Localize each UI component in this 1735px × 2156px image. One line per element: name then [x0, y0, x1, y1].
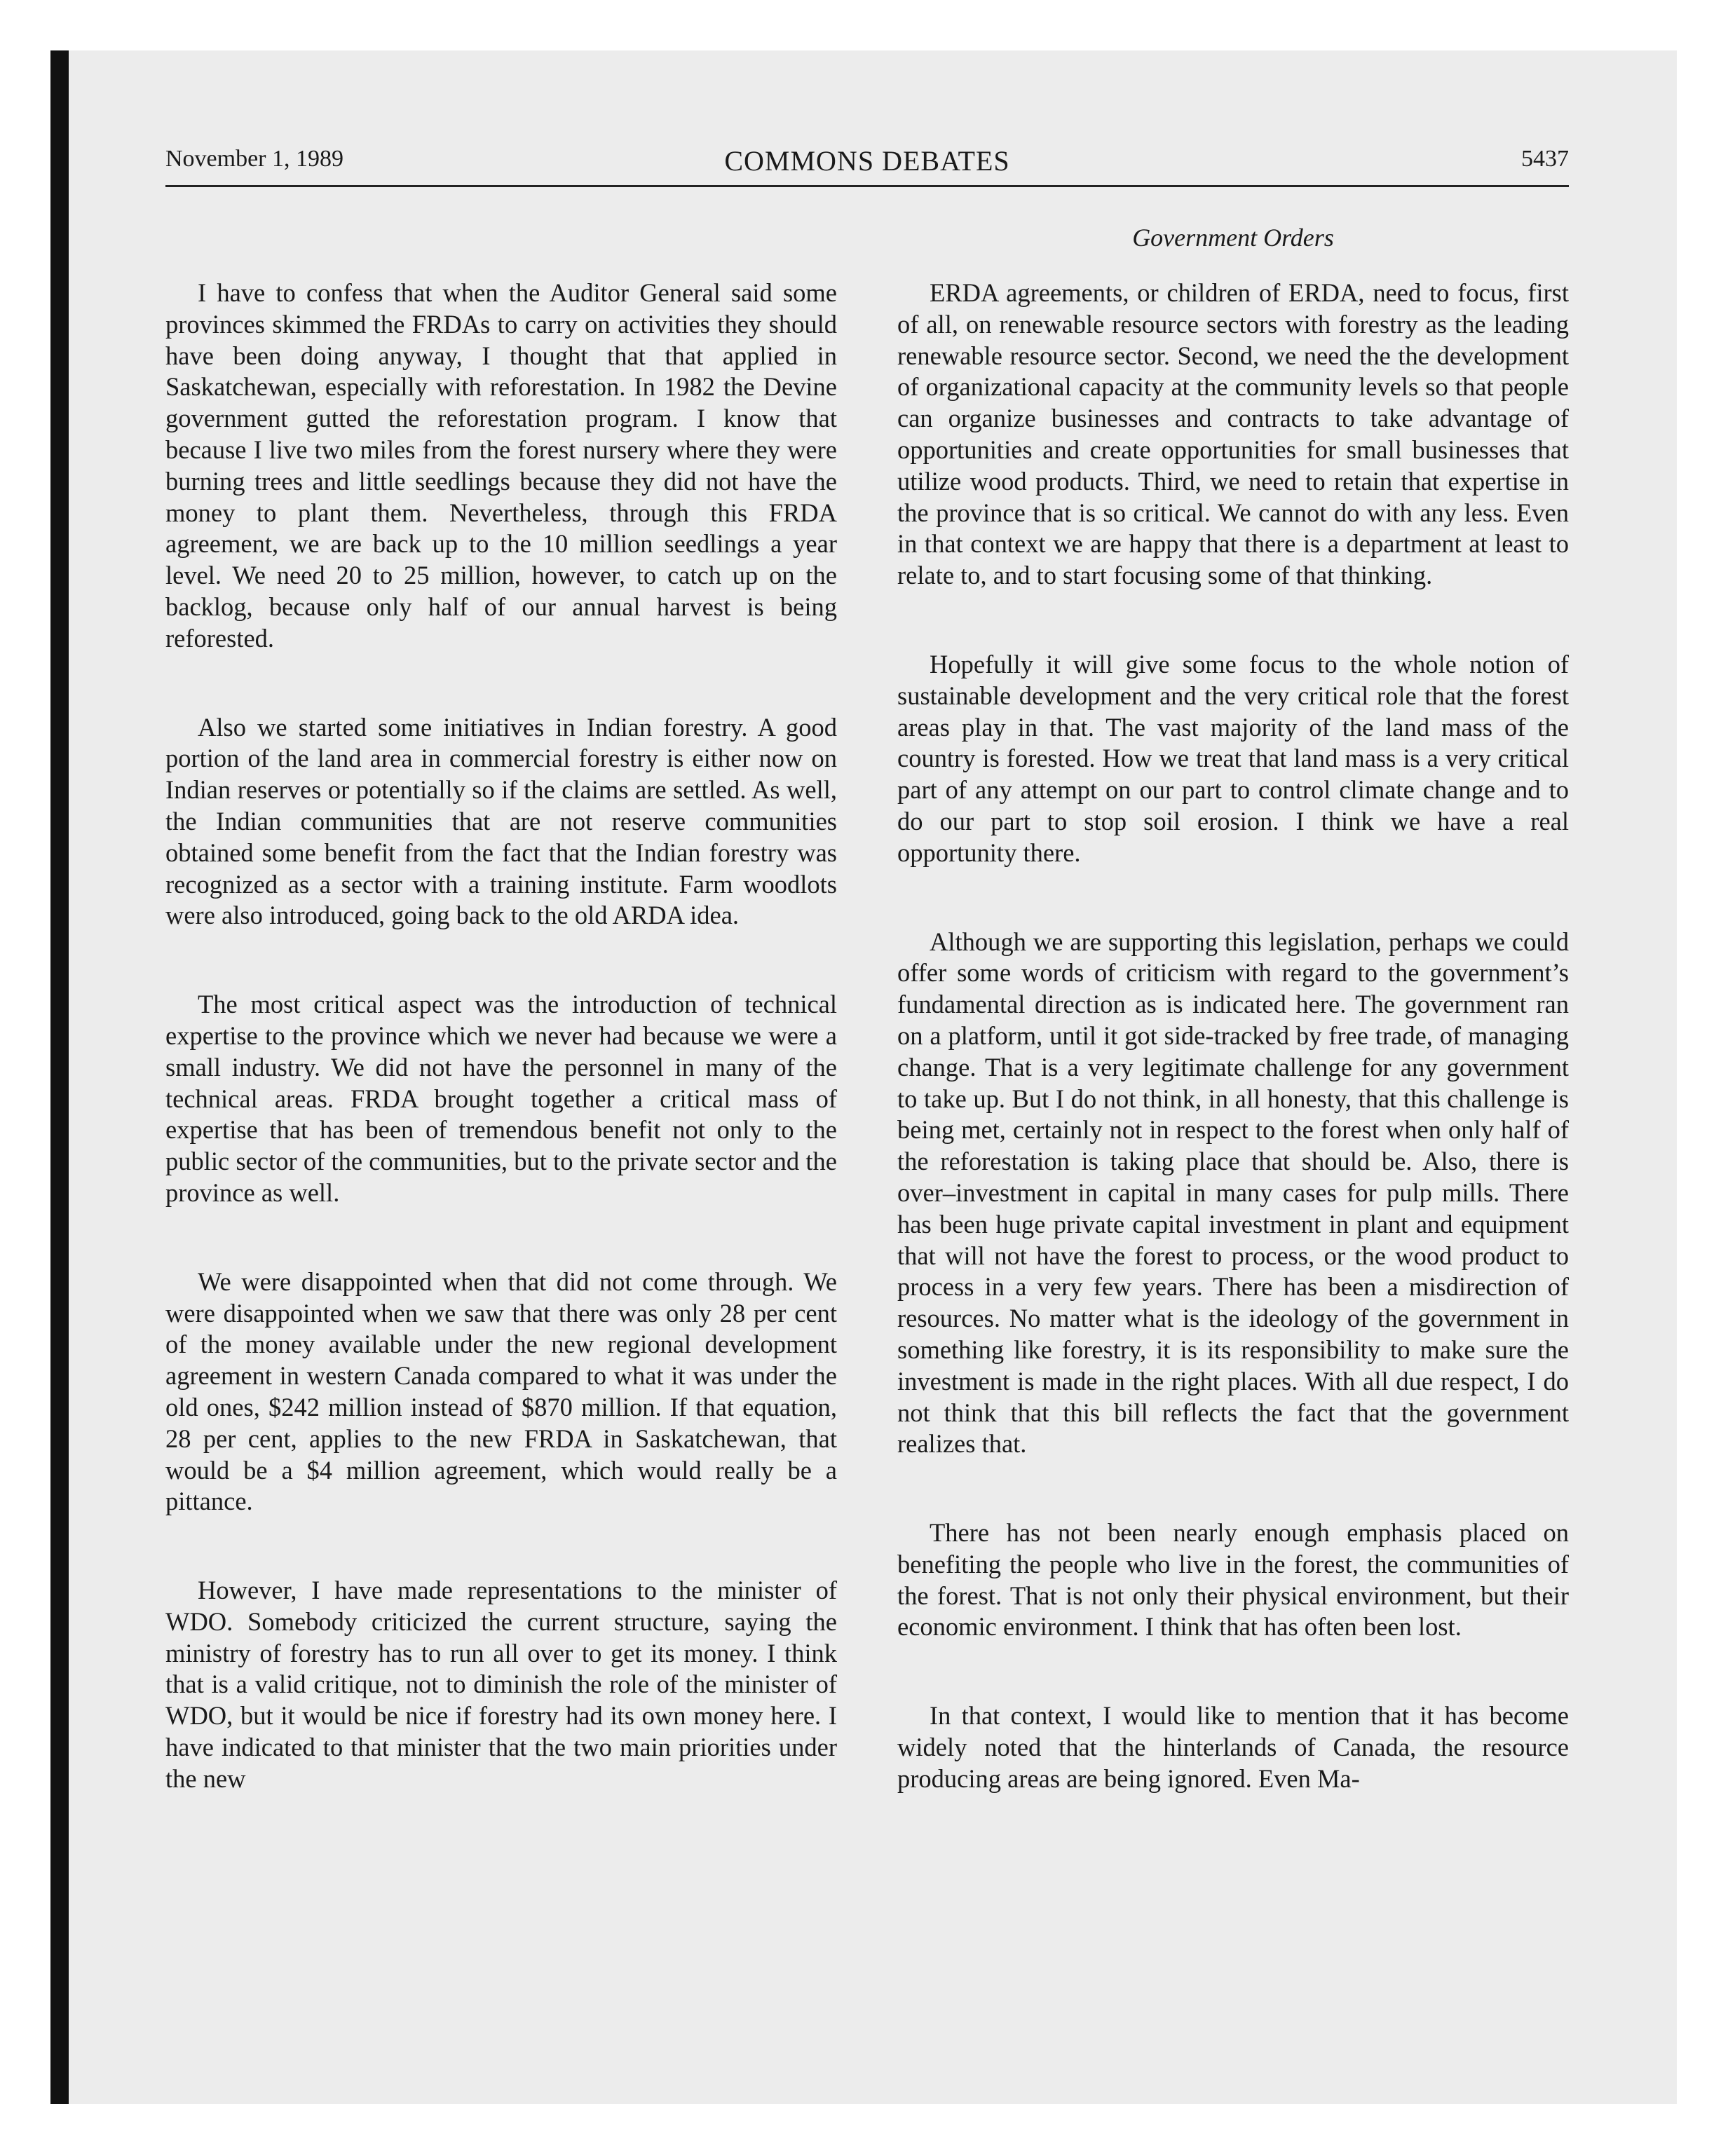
header-date: November 1, 1989	[165, 146, 344, 172]
paragraph: Hopefully it will give some focus to the whole notion of sustainable development and the very critical role that the forest areas play in that. The vast majority of the land mass of the country is forested. How we treat that land mass is a very critical part of any attempt on our part to control climate change and to do our part to stop soil erosion. I think we have a real opportunity there.	[897, 649, 1569, 867]
paragraph: Also we started some initiatives in Indian forestry. A good portion of the land area in commercial forestry is either now on Indian reserves or potentially so if the claims are settled. As well, the Indian communities that are not reserve communities obtained some benefit from the fact that the Indian forestry was recognized as a sector with a training institute. Farm woodlots were also introduced, going back to the old ARDA idea.	[165, 712, 837, 930]
paragraph: There has not been nearly enough emphasis placed on benefiting the people who live in the forest, the communities of the forest. That is not only their physical environment, but their economic environment. I think that has often been lost.	[897, 1518, 1569, 1642]
paragraph: However, I have made representations to the minister of WDO. Somebody criticized the current structure, saying the ministry of forestry has to run all over to get its money. I think that is a valid critique, not to diminish the role of the minister of WDO, but it would be nice if forestry had its own money here. I have indicated to that minister that the two main priorities under the new	[165, 1576, 837, 1793]
paragraph: The most critical aspect was the introduction of technical expertise to the province which we never had because we were a small industry. We did not have the personnel in many of the technical areas. FRDA brought together a critical mass of expertise that has been of tremendous benefit not only to the public sector of the communities, but to the private sector and the province as well.	[165, 990, 837, 1207]
scan-edge-shadow	[50, 50, 69, 2104]
section-heading: Government Orders	[1132, 224, 1334, 252]
left-column	[165, 278, 837, 1853]
header-rule	[165, 185, 1569, 187]
paragraph: We were disappointed when that did not come through. We were disappointed when we saw that there was only 28 per cent of the money available under the new regional development agreement in western Canada compared to what it was under the old ones, $242 million instead of $870 million. If that equation, 28 per cent, applies to the new FRDA in Saskatchewan, that would be a $4 million agreement, which would really be a pittance.	[165, 1267, 837, 1516]
paragraph: I have to confess that when the Auditor General said some provinces skimmed the FRDAs to carry on activities they should have been doing anyway, I thought that that applied in Saskatchewan, especially with reforestation. In 1982 the Devine government gutted the reforestation program. I know that because I live two miles from the forest nursery where they were burning trees and little seedlings because they did not have the money to plant them. Nevertheless, through this FRDA agreement, we are back up to the 10 million seedlings a year level. We need 20 to 25 million, however, to catch up on the backlog, because only half of our annual harvest is being reforested.	[165, 278, 837, 653]
header-journal-title: COMMONS DEBATES	[724, 145, 1010, 177]
running-header	[165, 140, 1569, 185]
paragraph: ERDA agreements, or children of ERDA, need to focus, first of all, on renewable resource sectors with forestry as the leading renewable resource sector. Second, we need the the development of organizational capacity at the community levels so that people can organize businesses and contracts to take advantage of opportunities and create opportunities for small businesses that utilize wood products. Third, we need to retain that expertise in the province that is so critical. We cannot do with any less. Even in that context we are happy that there is a department at least to relate to, and to start focusing some of that thinking.	[897, 278, 1569, 590]
header-page-number: 5437	[1521, 146, 1569, 172]
paragraph: Although we are supporting this legislation, perhaps we could offer some words of criticism with regard to the government’s fundamental direction as is indicated here. The government ran on a platform, until it got side-tracked by free trade, of managing change. That is a very legitimate challenge for any government to take up. But I do not think, in all honesty, that this challenge is being met, certainly not in respect to the forest when only half of the reforestation is taking place that should be. Also, there is over–investment in capital in many cases for pulp mills. There has been huge private capital investment in plant and equipment that will not have the forest to process, or the wood product to process in a very few years. There has been a misdirection of resources. No matter what is the ideology of the government in something like forestry, it is its responsibility to make sure the investment is made in the right places. With all due respect, I do not think that this bill reflects the fact that the government realizes that.	[897, 927, 1569, 1459]
right-column	[897, 278, 1569, 1853]
paragraph: In that context, I would like to mention that it has become widely noted that the hinterlands of Canada, the resource producing areas are being ignored. Even Ma-	[897, 1701, 1569, 1793]
